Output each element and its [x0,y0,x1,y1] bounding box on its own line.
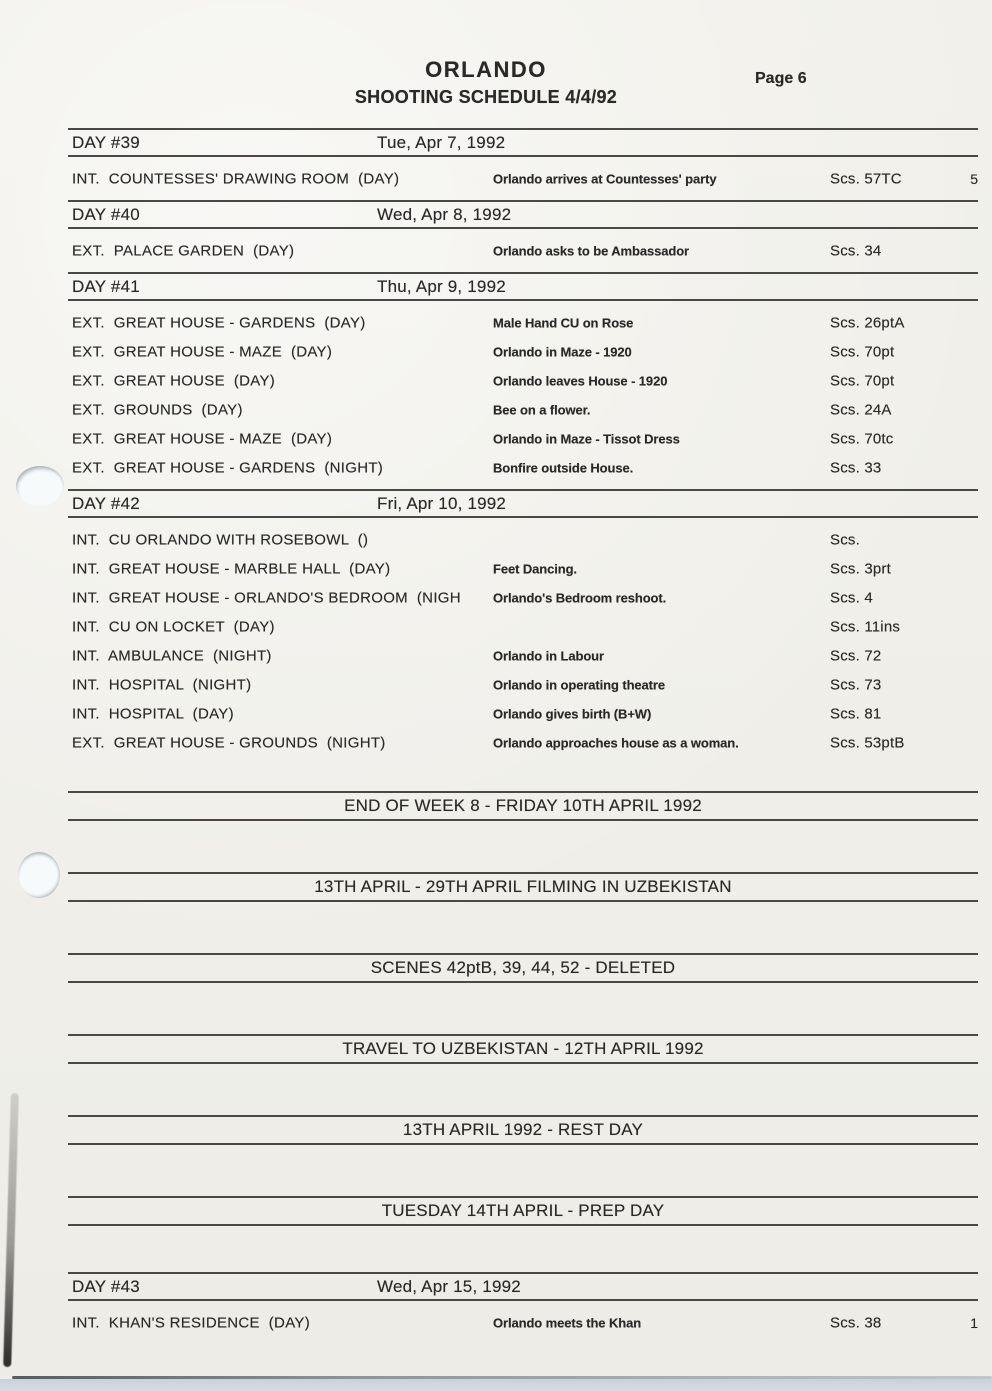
scene-list [68,518,978,764]
schedule [68,128,978,1344]
scene-row [68,583,978,612]
scene-description: Orlando in operating theatre [493,677,665,692]
scene-number: Scs. 70pt [830,372,895,389]
scanner-background [0,1379,992,1391]
page-title: ORLANDO [425,57,547,82]
scene-number: Scs. 70pt [830,343,895,360]
scene-page-count: 1 [970,1314,978,1331]
scene-number: Scs. 81 [830,705,882,722]
scene-row [68,670,978,699]
scene-set: EXT. PALACE GARDEN (DAY) [72,242,295,259]
banner-text: TUESDAY 14TH APRIL - PREP DAY [381,1201,665,1220]
scene-row [68,366,978,395]
scene-row [68,395,978,424]
day-header-row [68,272,978,301]
schedule-banner [68,791,978,821]
scene-set: EXT. GREAT HOUSE (DAY) [72,372,276,389]
scene-list [68,1301,978,1344]
day-label: DAY #42 [72,494,140,513]
day-date: Fri, Apr 10, 1992 [377,494,507,513]
scene-description: Orlando leaves House - 1920 [493,373,668,388]
day-section [68,200,978,272]
scene-row [68,728,978,757]
day-label: DAY #43 [72,1277,140,1296]
scene-set: INT. CU ORLANDO WITH ROSEBOWL () [72,531,369,548]
scene-description: Bee on a flower. [493,402,591,417]
scene-row [68,164,978,193]
scene-description: Orlando in Maze - Tissot Dress [493,431,680,446]
scene-row [68,641,978,670]
scene-description: Orlando meets the Khan [493,1315,642,1330]
scene-list [68,229,978,272]
scene-number: Scs. 53ptB [830,734,905,751]
day-label: DAY #41 [72,277,140,296]
day-label: DAY #40 [72,205,140,224]
scene-row [68,308,978,337]
scene-description: Orlando in Maze - 1920 [493,344,632,359]
banner-text: END OF WEEK 8 - FRIDAY 10TH APRIL 1992 [344,796,702,815]
schedule-banner [68,1115,978,1145]
scene-number: Scs. 70tc [830,430,894,447]
scan-artifact-streak [3,1093,19,1367]
scene-number: Scs. 57TC [830,170,902,187]
scene-page-count: 5 [970,170,978,187]
scene-number: Scs. 26ptA [830,314,905,331]
scene-description: Orlando's Bedroom reshoot. [493,590,667,605]
day-date: Tue, Apr 7, 1992 [377,133,506,152]
scene-description: Bonfire outside House. [493,460,634,475]
scene-number: Scs. 4 [830,589,873,606]
scene-set: INT. COUNTESSES' DRAWING ROOM (DAY) [72,170,400,187]
scene-list [68,157,978,200]
page-subtitle: SHOOTING SCHEDULE 4/4/92 [354,87,618,107]
day-header-row [68,128,978,157]
banner-text: 13TH APRIL 1992 - REST DAY [402,1120,644,1139]
scene-row [68,424,978,453]
scene-description: Orlando in Labour [493,648,604,663]
scene-description: Feet Dancing. [493,561,577,576]
scene-set: INT. GREAT HOUSE - ORLANDO'S BEDROOM (NIGH [72,589,461,606]
banner-text: SCENES 42ptB, 39, 44, 52 - DELETED [370,958,676,977]
scene-row [68,236,978,265]
scene-row [68,453,978,482]
scene-set: INT. KHAN'S RESIDENCE (DAY) [72,1314,310,1331]
scene-number: Scs. 11ins [830,618,901,635]
scene-set: INT. AMBULANCE (NIGHT) [72,647,272,664]
day-label: DAY #39 [72,133,140,152]
scene-list [68,301,978,489]
scene-set: INT. GREAT HOUSE - MARBLE HALL (DAY) [72,560,391,577]
scene-description: Orlando arrives at Countesses' party [493,171,717,186]
schedule-banner [68,953,978,983]
hole-punch [16,466,64,506]
scene-set: EXT. GREAT HOUSE - GARDENS (NIGHT) [72,459,384,476]
scene-number: Scs. 34 [830,242,882,259]
scene-row [68,699,978,728]
day-section [68,1272,978,1344]
scene-set: INT. CU ON LOCKET (DAY) [72,618,275,635]
schedule-banner [68,1196,978,1226]
scene-set: EXT. GROUNDS (DAY) [72,401,243,418]
scene-set: INT. HOSPITAL (DAY) [72,705,234,722]
scene-number: Scs. 72 [830,647,882,664]
schedule-banner [68,1034,978,1064]
scene-number: Scs. 24A [830,401,892,418]
scene-description: Orlando gives birth (B+W) [493,706,652,721]
day-date: Thu, Apr 9, 1992 [377,277,506,296]
hole-punch [18,852,60,898]
day-section [68,128,978,200]
scene-description: Male Hand CU on Rose [493,315,634,330]
scene-number: Scs. 3prt [830,560,891,577]
day-header-row [68,1272,978,1301]
scene-set: EXT. GREAT HOUSE - GROUNDS (NIGHT) [72,734,386,751]
scene-row [68,1308,978,1337]
scene-set: EXT. GREAT HOUSE - MAZE (DAY) [72,430,333,447]
scene-row [68,337,978,366]
page-number: Page 6 [755,70,807,87]
day-section [68,489,978,764]
scene-set: EXT. GREAT HOUSE - GARDENS (DAY) [72,314,366,331]
scene-number: Scs. 33 [830,459,882,476]
scene-row [68,612,978,641]
banner-text: TRAVEL TO UZBEKISTAN - 12TH APRIL 1992 [342,1039,704,1058]
day-date: Wed, Apr 15, 1992 [377,1277,521,1296]
scene-row [68,525,978,554]
scene-description: Orlando asks to be Ambassador [493,243,690,258]
scene-number: Scs. [830,531,860,548]
scene-set: INT. HOSPITAL (NIGHT) [72,676,252,693]
schedule-banner [68,872,978,902]
banner-text: 13TH APRIL - 29TH APRIL FILMING IN UZBEKISTAN [314,877,732,896]
scene-number: Scs. 38 [830,1314,882,1331]
day-section [68,272,978,489]
scene-description: Orlando approaches house as a woman. [493,735,739,750]
scene-set: EXT. GREAT HOUSE - MAZE (DAY) [72,343,333,360]
day-header-row [68,489,978,518]
day-header-row [68,200,978,229]
day-date: Wed, Apr 8, 1992 [377,205,512,224]
scene-row [68,554,978,583]
scene-number: Scs. 73 [830,676,882,693]
